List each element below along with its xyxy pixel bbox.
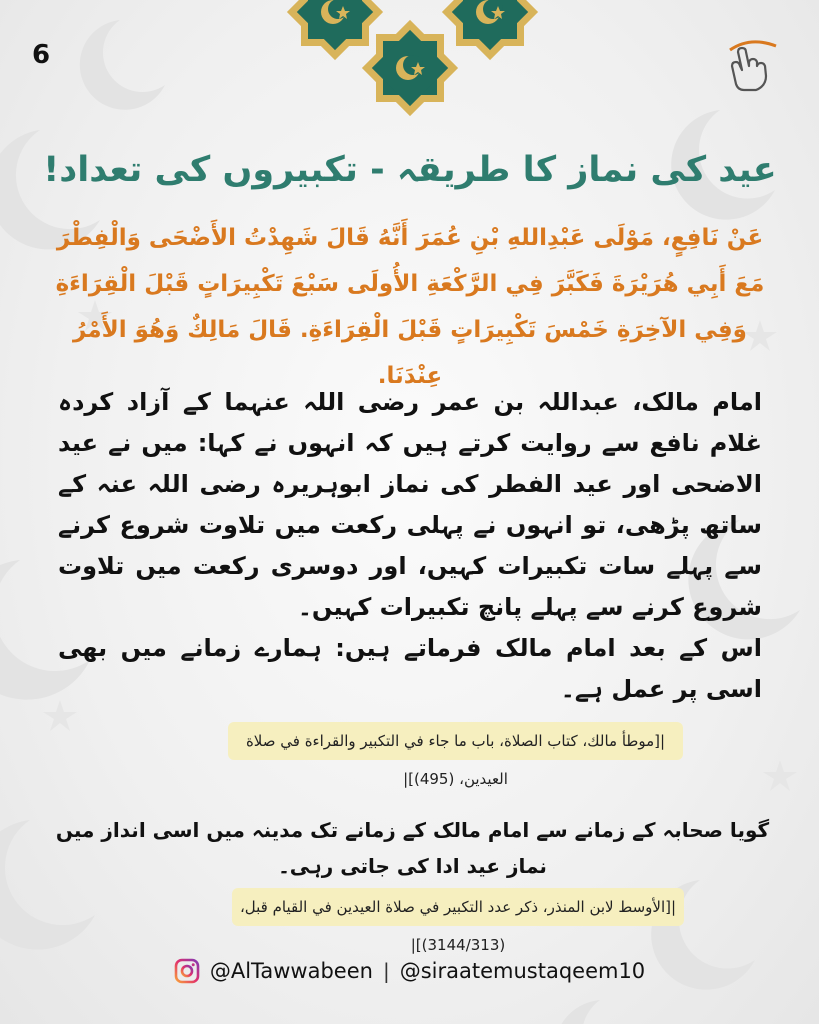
urdu-paragraph-2: اس کے بعد امام مالک فرماتے ہیں: ہمارے زمانے میں بھی اسی پر عمل ہے۔ xyxy=(58,634,762,703)
pointing-hand-icon xyxy=(720,36,780,96)
crescent-star-ornament xyxy=(260,0,580,130)
footer xyxy=(0,953,819,989)
instagram-icon xyxy=(174,958,200,984)
reference-box-1: |[موطأ مالك، كتاب الصلاة، باب ما جاء في التكبير والقراءة في صلاة العيدين، (495)]| xyxy=(228,722,683,760)
page-number: 6 xyxy=(32,40,51,70)
arabic-hadith-text: عَنْ نَافِعٍ، مَوْلَى عَبْدِاللهِ بْنِ عُمَرَ أَنَّهُ قَالَ شَهِدْتُ الأَضْحَى وَالْفِطْرَ مَعَ أَبِي هُرَيْرَةَ فَكَبَّرَ فِي الرَّكْعَةِ الأُولَى سَبْعَ تَكْبِيرَاتٍ قَبْلَ الْقِرَاءَةِ وَفِي الآخِرَةِ خَمْسَ تَكْبِيرَاتٍ قَبْلَ الْقِرَاءَةِ. قَالَ مَالِكٌ وَهُوَ الأَمْرُ عِنْدَنَا. xyxy=(55,225,765,389)
urdu-translation xyxy=(58,382,762,710)
urdu-paragraph-1: امام مالک، عبداللہ بن عمر رضی اللہ عنہما کے آزاد کردہ غلام نافع سے روایت کرتے ہیں کہ انہوں نے کہا: میں نے عید الاضحی اور عید الفطر کی نماز ابوہریرہ رضی اللہ عنہ کے ساتھ پڑھی، تو انہوں نے پہلی رکعت میں تلاوت شروع کرنے سے پہلے سات تکبیرات کہیں، اور دوسری رکعت میں تلاوت شروع کرنے سے پہلے پانچ تکبیرات کہیں۔ xyxy=(58,388,762,621)
footer-separator: | xyxy=(382,959,390,983)
page-title: عید کی نماز کا طریقہ - تکبیروں کی تعداد! xyxy=(43,150,777,190)
urdu-paragraph-3: گویا صحابہ کے زمانے سے امام مالک کے زمانے تک مدینہ میں اسی انداز میں نماز عید ادا کی جاتی رہی۔ xyxy=(55,818,770,878)
footer-handle-2: @siraatemustaqeem10 xyxy=(399,959,646,983)
reference-box-2: |[الأوسط لابن المنذر، ذكر عدد التكبير في صلاة العيدين في القيام قبل، (3144/313)]| xyxy=(232,888,684,926)
footer-handle-1: @AlTawwabeen xyxy=(209,959,373,983)
